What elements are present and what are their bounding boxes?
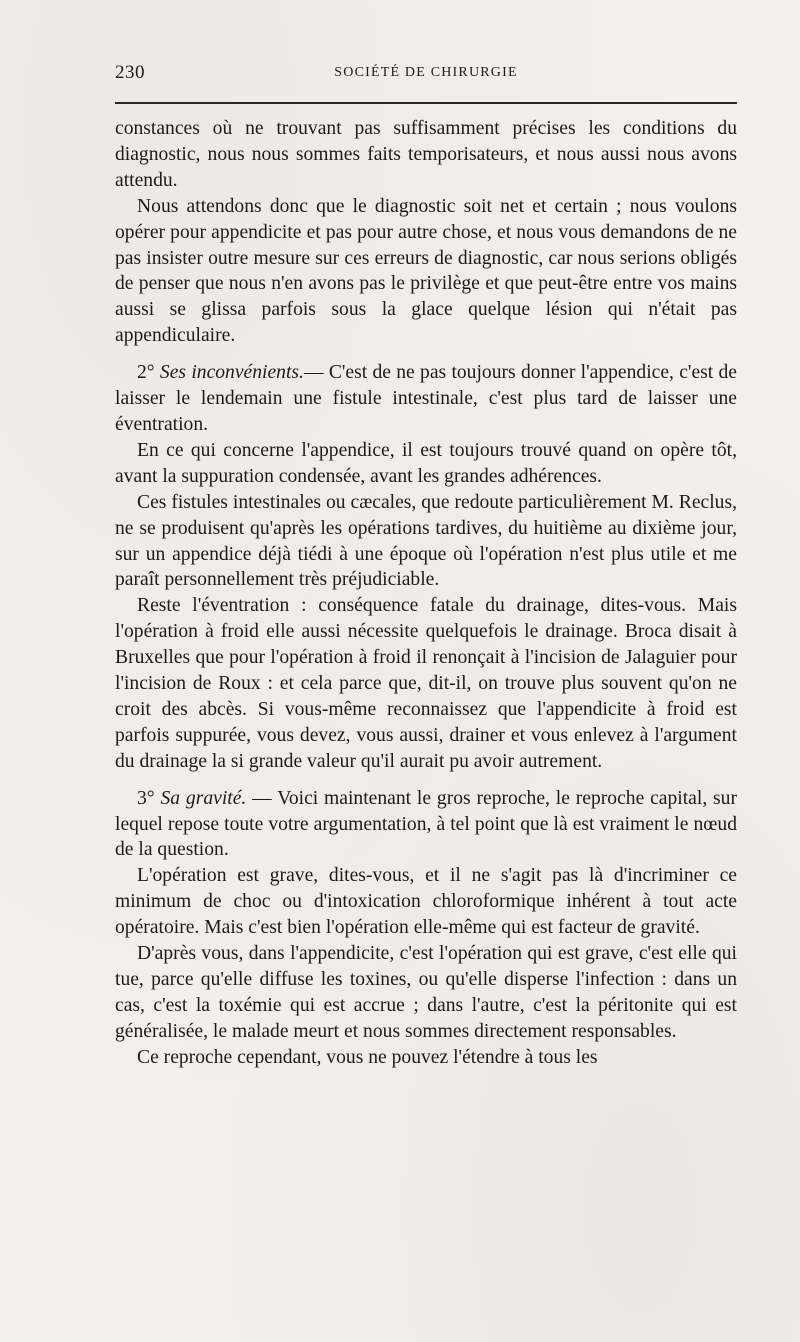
page-number: 230 xyxy=(115,62,145,83)
paragraph-text: Ce reproche cependant, vous ne pouvez l'étendre à tous les xyxy=(137,1046,598,1068)
paragraph xyxy=(115,438,737,490)
paragraph xyxy=(115,593,737,774)
body-text xyxy=(115,116,737,1071)
paragraph xyxy=(115,490,737,594)
paragraph-text: constances où ne trouvant pas suffisamment précises les conditions du diagnostic, nous nous sommes faits temporisateurs, et nous aussi nous avons attendu. xyxy=(115,118,737,191)
running-title: SOCIÉTÉ DE CHIRURGIE xyxy=(334,65,518,80)
paragraph-text: Nous attendons donc que le diagnostic soit net et certain ; nous voulons opérer pour appendicite et pas pour autre chose, et nous vous demandons de ne pas insister outre mesure sur ces erreurs de diagnostic, car nous serions obligés de penser que nous n'en avons pas le privilège et que peut-être entre vos mains aussi se glissa parfois sous la glace quelque lésion qui n'était pas appendiculaire. xyxy=(115,195,737,347)
paragraph xyxy=(115,1045,737,1071)
paragraph xyxy=(115,116,737,194)
section-heading: Ses inconvénients. xyxy=(159,362,304,384)
paragraph xyxy=(115,863,737,941)
paragraph-text: D'après vous, dans l'appendicite, c'est l'opération qui est grave, c'est elle qui tue, parce qu'elle diffuse les toxines, ou qu'elle disperse l'infection : dans un cas, c'est la toxémie qui est accrue ; dans l'autre, c'est la péritonite qui est généralisée, le malade meurt et nous sommes directement responsables. xyxy=(115,943,737,1042)
section-paragraph xyxy=(115,786,737,864)
section-heading: Sa gravité. xyxy=(160,787,247,809)
paragraph-text: Ces fistules intestinales ou cæcales, que redoute particulièrement M. Reclus, ne se produisent qu'après les opérations tardives, du huitième au dixième jour, sur un appendice déjà tiédi à une époque où l'opération n'est plus utile et me paraît personnellement très préjudiciable. xyxy=(115,491,737,591)
section-number: 2° xyxy=(137,362,160,384)
header-rule xyxy=(115,102,737,104)
paragraph-text: En ce qui concerne l'appendice, il est toujours trouvé quand on opère tôt, avant la suppuration condensée, avant les grandes adhérences. xyxy=(115,439,737,487)
paragraph-text: L'opération est grave, dites-vous, et il ne s'agit pas là d'incriminer ce minimum de choc ou d'intoxication chloroformique inhérent à tout acte opératoire. Mais c'est bien l'opération elle-même qui est facteur de gravité. xyxy=(115,865,737,939)
paragraph xyxy=(115,194,737,349)
paragraph xyxy=(115,941,737,1045)
paragraph-text: Reste l'éventration : conséquence fatale du drainage, dites-vous. Mais l'opération à froid elle aussi nécessite quelquefois le drainage. Broca disait à Bruxelles que pour l'opération à froid il renonçait à l'incision de Jalaguier pour l'incision de Roux : et cela parce que, dit-il, on trouve plus souvent qu'on ne croit des abcès. Si vous-même reconnaissez que l'appendicite à froid est parfois suppurée, vous devez, vous aussi, drainer et vous enlevez à l'argument du drainage la si grande valeur qu'il aurait pu avoir autrement. xyxy=(115,595,737,772)
paragraph-text: — C'est de ne pas toujours donner l'appendice, c'est de laisser le lendemain une fistule intestinale, c'est plus tard de laisser une éventration. xyxy=(115,362,737,435)
section-number: 3° xyxy=(137,787,161,809)
paragraph-text: — Voici maintenant le gros reproche, le reproche capital, sur lequel repose toute votre argumentation, à tel point que là est vraiment le nœud de la question. xyxy=(115,787,737,861)
page-header xyxy=(115,62,737,88)
section-paragraph xyxy=(115,360,737,438)
